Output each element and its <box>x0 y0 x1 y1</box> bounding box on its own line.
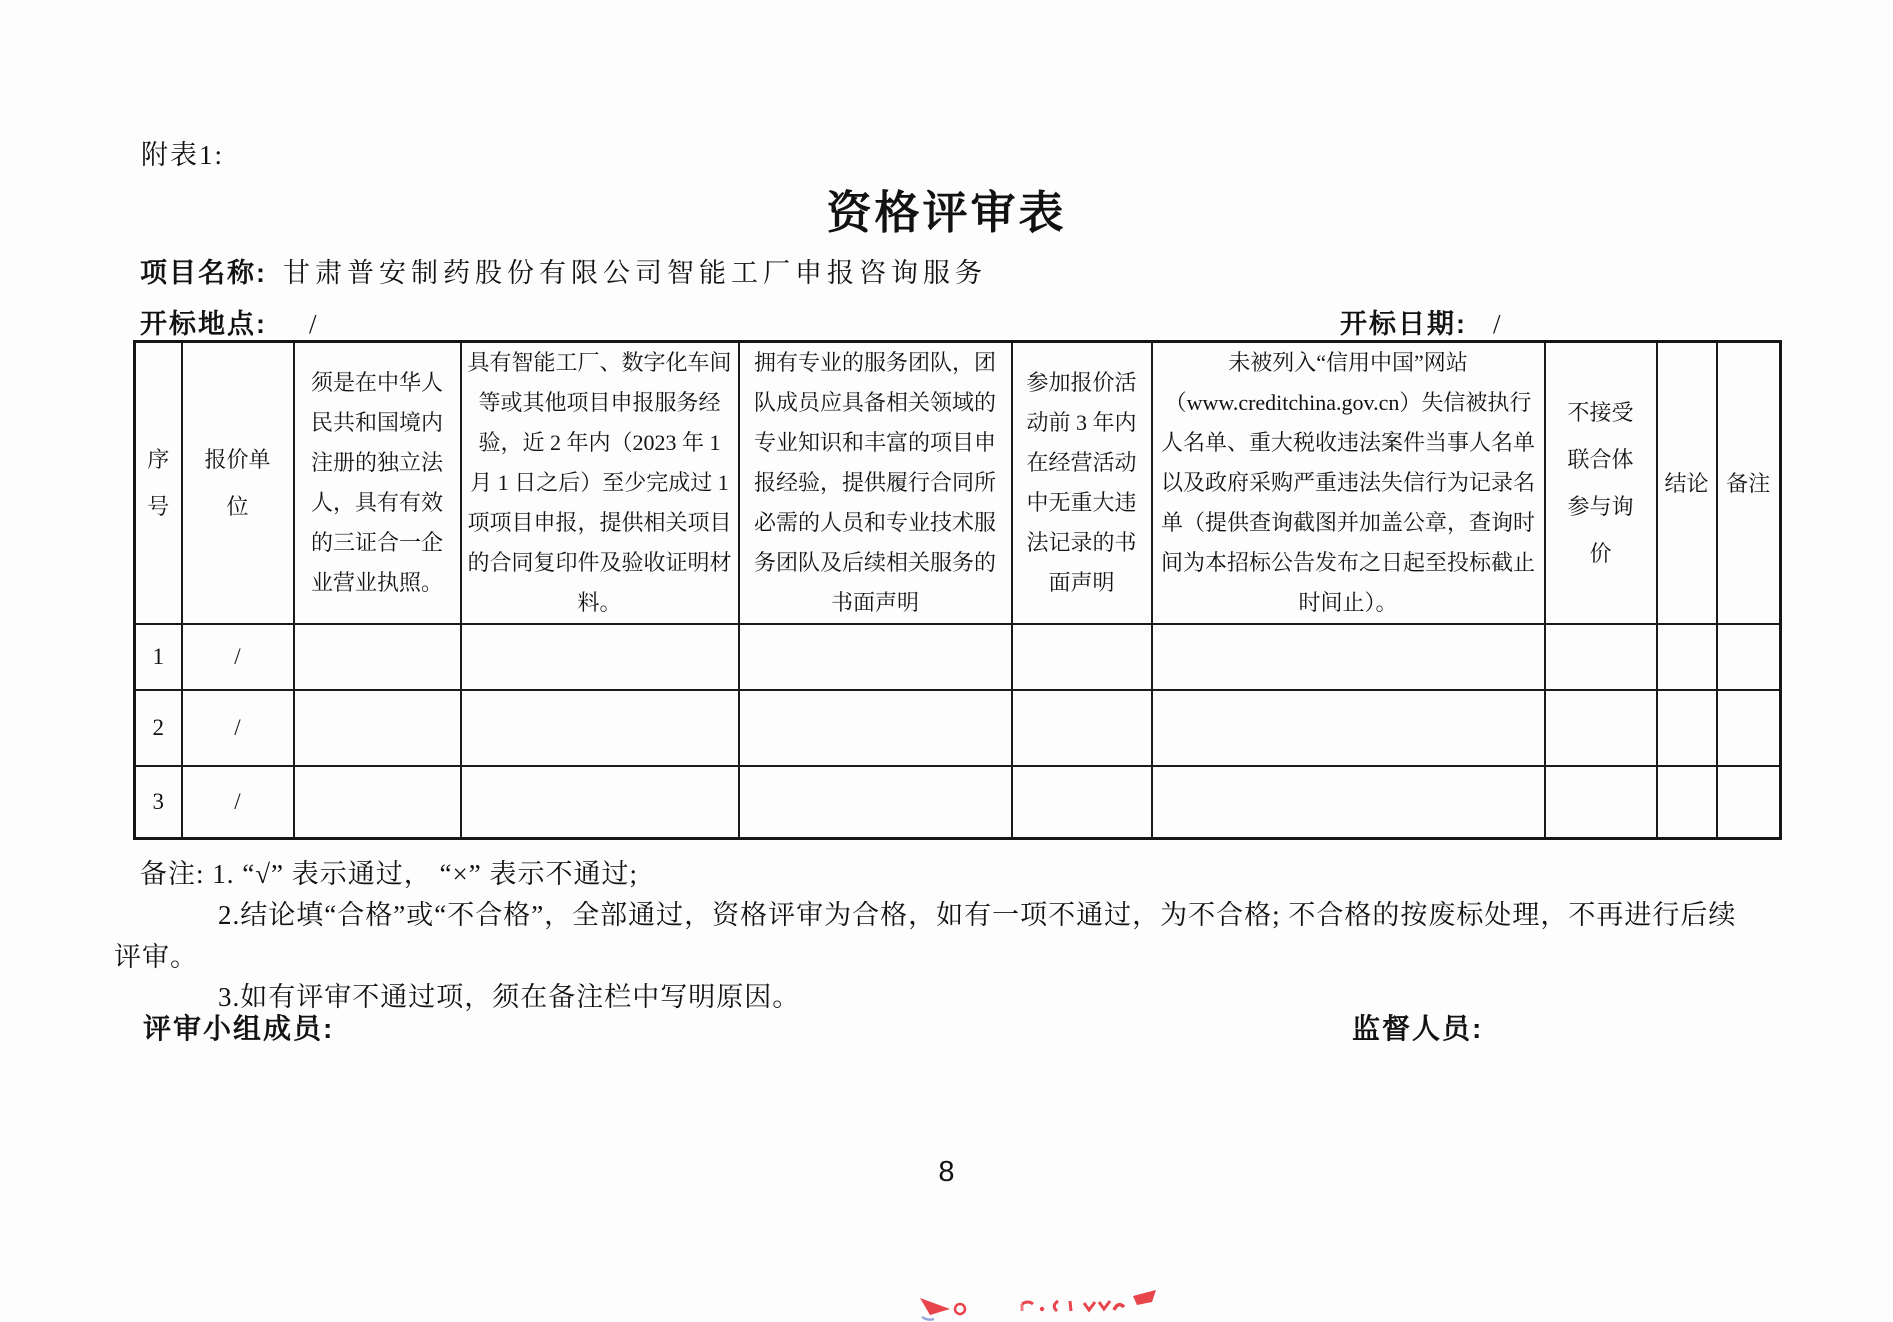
empty-cell <box>739 624 1012 690</box>
empty-cell <box>1657 690 1717 766</box>
empty-cell <box>1152 690 1545 766</box>
bidder-cell: / <box>182 766 294 838</box>
header-conclusion: 结论 <box>1657 342 1717 625</box>
header-no-violation: 参加报价活动前 3 年内在经营活动中无重大违法记录的书面声明 <box>1012 342 1152 625</box>
header-legal-entity: 须是在中华人民共和国境内注册的独立法人，具有有效的三证合一企业营业执照。 <box>294 342 461 625</box>
empty-cell <box>1012 690 1152 766</box>
empty-cell <box>1152 624 1545 690</box>
page-title: 资格评审表 <box>826 187 1067 238</box>
bid-location-line <box>140 302 317 341</box>
header-remarks: 备注 <box>1717 342 1781 625</box>
header-experience: 具有智能工厂、数字化车间等或其他项目申报服务经验，近 2 年内（2023 年 1 月 1 日之后）至少完成过 1 项项目申报，提供相关项目的合同复印件及验收证明材料。 <box>461 342 739 625</box>
empty-cell <box>294 690 461 766</box>
note-line-4: 3.如有评审不通过项，须在备注栏中写明原因。 <box>218 982 801 1012</box>
supervisor-label: 监督人员: <box>1352 1013 1484 1044</box>
empty-cell <box>1545 766 1657 838</box>
table-header-row <box>135 342 1781 625</box>
red-stamp-fragments-icon <box>918 1289 1163 1322</box>
bid-date-label: 开标日期: <box>1340 309 1467 339</box>
empty-cell <box>1545 624 1657 690</box>
bidder-cell: / <box>182 624 294 690</box>
bid-date-value: / <box>1493 309 1501 339</box>
empty-cell <box>1717 690 1781 766</box>
empty-cell <box>739 690 1012 766</box>
empty-cell <box>461 690 739 766</box>
bid-location-label: 开标地点: <box>140 309 267 339</box>
header-bidder: 报价单位 <box>182 342 294 625</box>
empty-cell <box>461 624 739 690</box>
seq-cell: 2 <box>135 690 182 766</box>
bid-location-value: / <box>309 309 317 339</box>
empty-cell <box>1717 766 1781 838</box>
empty-cell <box>1545 690 1657 766</box>
project-name-value: 甘肃普安制药股份有限公司智能工厂申报咨询服务 <box>283 258 987 288</box>
page-number: 8 <box>938 1156 955 1188</box>
note-line-3: 评审。 <box>114 942 198 972</box>
empty-cell <box>294 766 461 838</box>
table-row <box>135 690 1781 766</box>
note-line-1: 备注: 1. “√” 表示通过， “×” 表示不通过; <box>140 859 638 889</box>
empty-cell <box>1012 624 1152 690</box>
appendix-label: 附表1: <box>141 140 225 170</box>
seq-cell: 1 <box>135 624 182 690</box>
empty-cell <box>294 624 461 690</box>
empty-cell <box>739 766 1012 838</box>
qualification-review-table <box>133 340 1782 840</box>
bid-date-line <box>1340 302 1501 341</box>
empty-cell <box>461 766 739 838</box>
header-team: 拥有专业的服务团队，团队成员应具备相关领域的专业知识和丰富的项目申报经验，提供履行合同所必需的人员和专业技术服务团队及后续相关服务的书面声明 <box>739 342 1012 625</box>
seq-cell: 3 <box>135 766 182 838</box>
header-no-consortium: 不接受联合体参与询价 <box>1545 342 1657 625</box>
project-name-label: 项目名称: <box>140 258 267 288</box>
empty-cell <box>1657 766 1717 838</box>
header-credit-china: 未被列入“信用中国”网站（www.creditchina.gov.cn）失信被执行人名单、重大税收违法案件当事人名单以及政府采购严重违法失信行为记录名单（提供查询截图并加盖公章，查询时间为本招标公告发布之日起至投标截止时间止）。 <box>1152 342 1545 625</box>
table-row <box>135 766 1781 838</box>
empty-cell <box>1152 766 1545 838</box>
project-name-line <box>140 251 987 290</box>
empty-cell <box>1717 624 1781 690</box>
empty-cell <box>1657 624 1717 690</box>
header-seq: 序号 <box>135 342 182 625</box>
table-row <box>135 624 1781 690</box>
note-line-2: 2.结论填“合格”或“不合格”，全部通过，资格评审为合格，如有一项不通过，为不合格; 不合格的按废标处理，不再进行后续 <box>218 900 1737 930</box>
review-team-label: 评审小组成员: <box>143 1013 335 1044</box>
bidder-cell: / <box>182 690 294 766</box>
empty-cell <box>1012 766 1152 838</box>
